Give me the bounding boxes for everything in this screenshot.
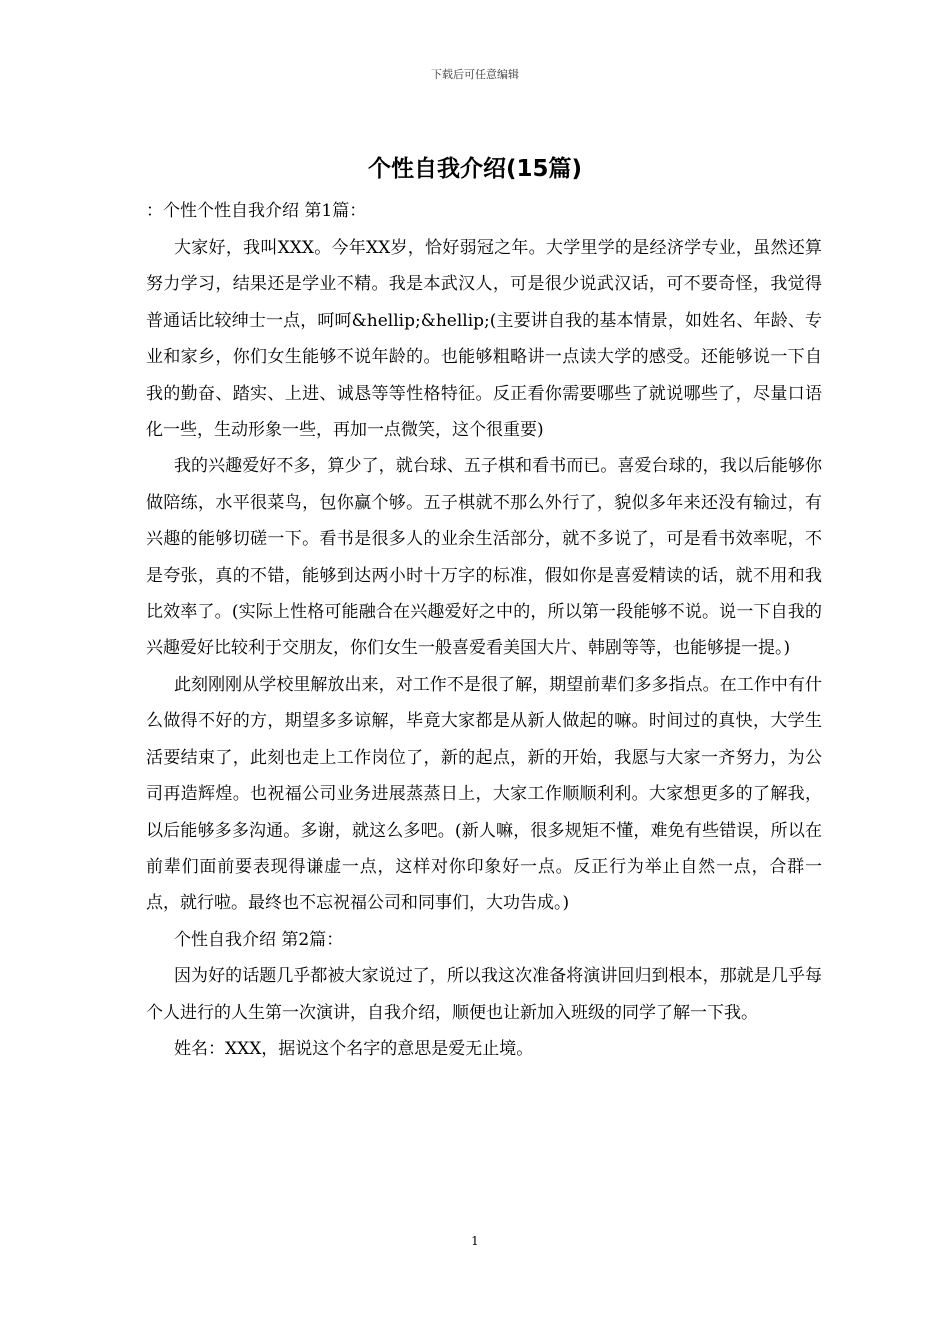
paragraph: 因为好的话题几乎都被大家说过了，所以我这次准备将演讲回归到根本，那就是几乎每个人进行的人生第一次演讲，自我介绍，顺便也让新加入班级的同学了解一下我。 xyxy=(146,966,822,1023)
header-note: 下载后可任意编辑 xyxy=(431,68,519,81)
document-title: 个性自我介绍(15篇) xyxy=(367,156,583,182)
paragraph: 我的兴趣爱好不多，算少了，就台球、五子棋和看书而已。喜爱台球的，我以后能够你做陪练，水平很菜鸟，包你赢个够。五子棋就不那么外行了，貌似多年来还没有输过，有兴趣的能够切磋一下。看书是很多人的业余生活部分，就不多说了，可是看书效率呢，不是夸张，真的不错，能够到达两小时十万字的标准，假如你是喜爱精读的话，就不用和我比效率了。(实际上性格可能融合在兴趣爱好之中的，所以第一段能够不说。说一下自我的兴趣爱好比较利于交朋友，你们女生一般喜爱看美国大片、韩剧等等，也能够提一提。) xyxy=(146,456,822,659)
paragraph: 大家好，我叫XXX。今年XX岁，恰好弱冠之年。大学里学的是经济学专业，虽然还算努力学习，结果还是学业不精。我是本武汉人，可是很少说武汉话，可不要奇怪，我觉得普通话比较绅士一点，呵呵&hellip;&hellip;(主要讲自我的基本情景，如姓名、年龄、专业和家乡，你们女生能够不说年龄的。也能够粗略讲一点读大学的感受。还能够说一下自我的勤奋、踏实、上进、诚恳等等性格特征。反正看你需要哪些了就说哪些了，尽量口语化一些，生动形象一些，再加一点微笑，这个很重要) xyxy=(146,238,822,441)
section-heading-1: ：个性个性自我介绍 第1篇： xyxy=(146,201,367,221)
section-heading-2: 个性自我介绍 第2篇： xyxy=(174,929,344,950)
document-body xyxy=(146,195,822,1067)
page-number: 1 xyxy=(471,1234,479,1248)
paragraph: 此刻刚刚从学校里解放出来，对工作不是很了解，期望前辈们多多指点。在工作中有什么做得不好的方，期望多多谅解，毕竟大家都是从新人做起的嘛。时间过的真快，大学生活要结束了，此刻也走上工作岗位了，新的起点，新的开始，我愿与大家一齐努力，为公司再造辉煌。也祝福公司业务进展蒸蒸日上，大家工作顺顺利利。大家想更多的了解我，以后能够多多沟通。多谢，就这么多吧。(新人嘛，很多规矩不懂，难免有些错误，所以在前辈们面前要表现得谦虚一点，这样对你印象好一点。反正行为举止自然一点，合群一点，就行啦。最终也不忘祝福公司和同事们，大功告成。) xyxy=(146,674,822,914)
paragraph: 姓名：XXX，据说这个名字的意思是爱无止境。 xyxy=(174,1038,534,1059)
